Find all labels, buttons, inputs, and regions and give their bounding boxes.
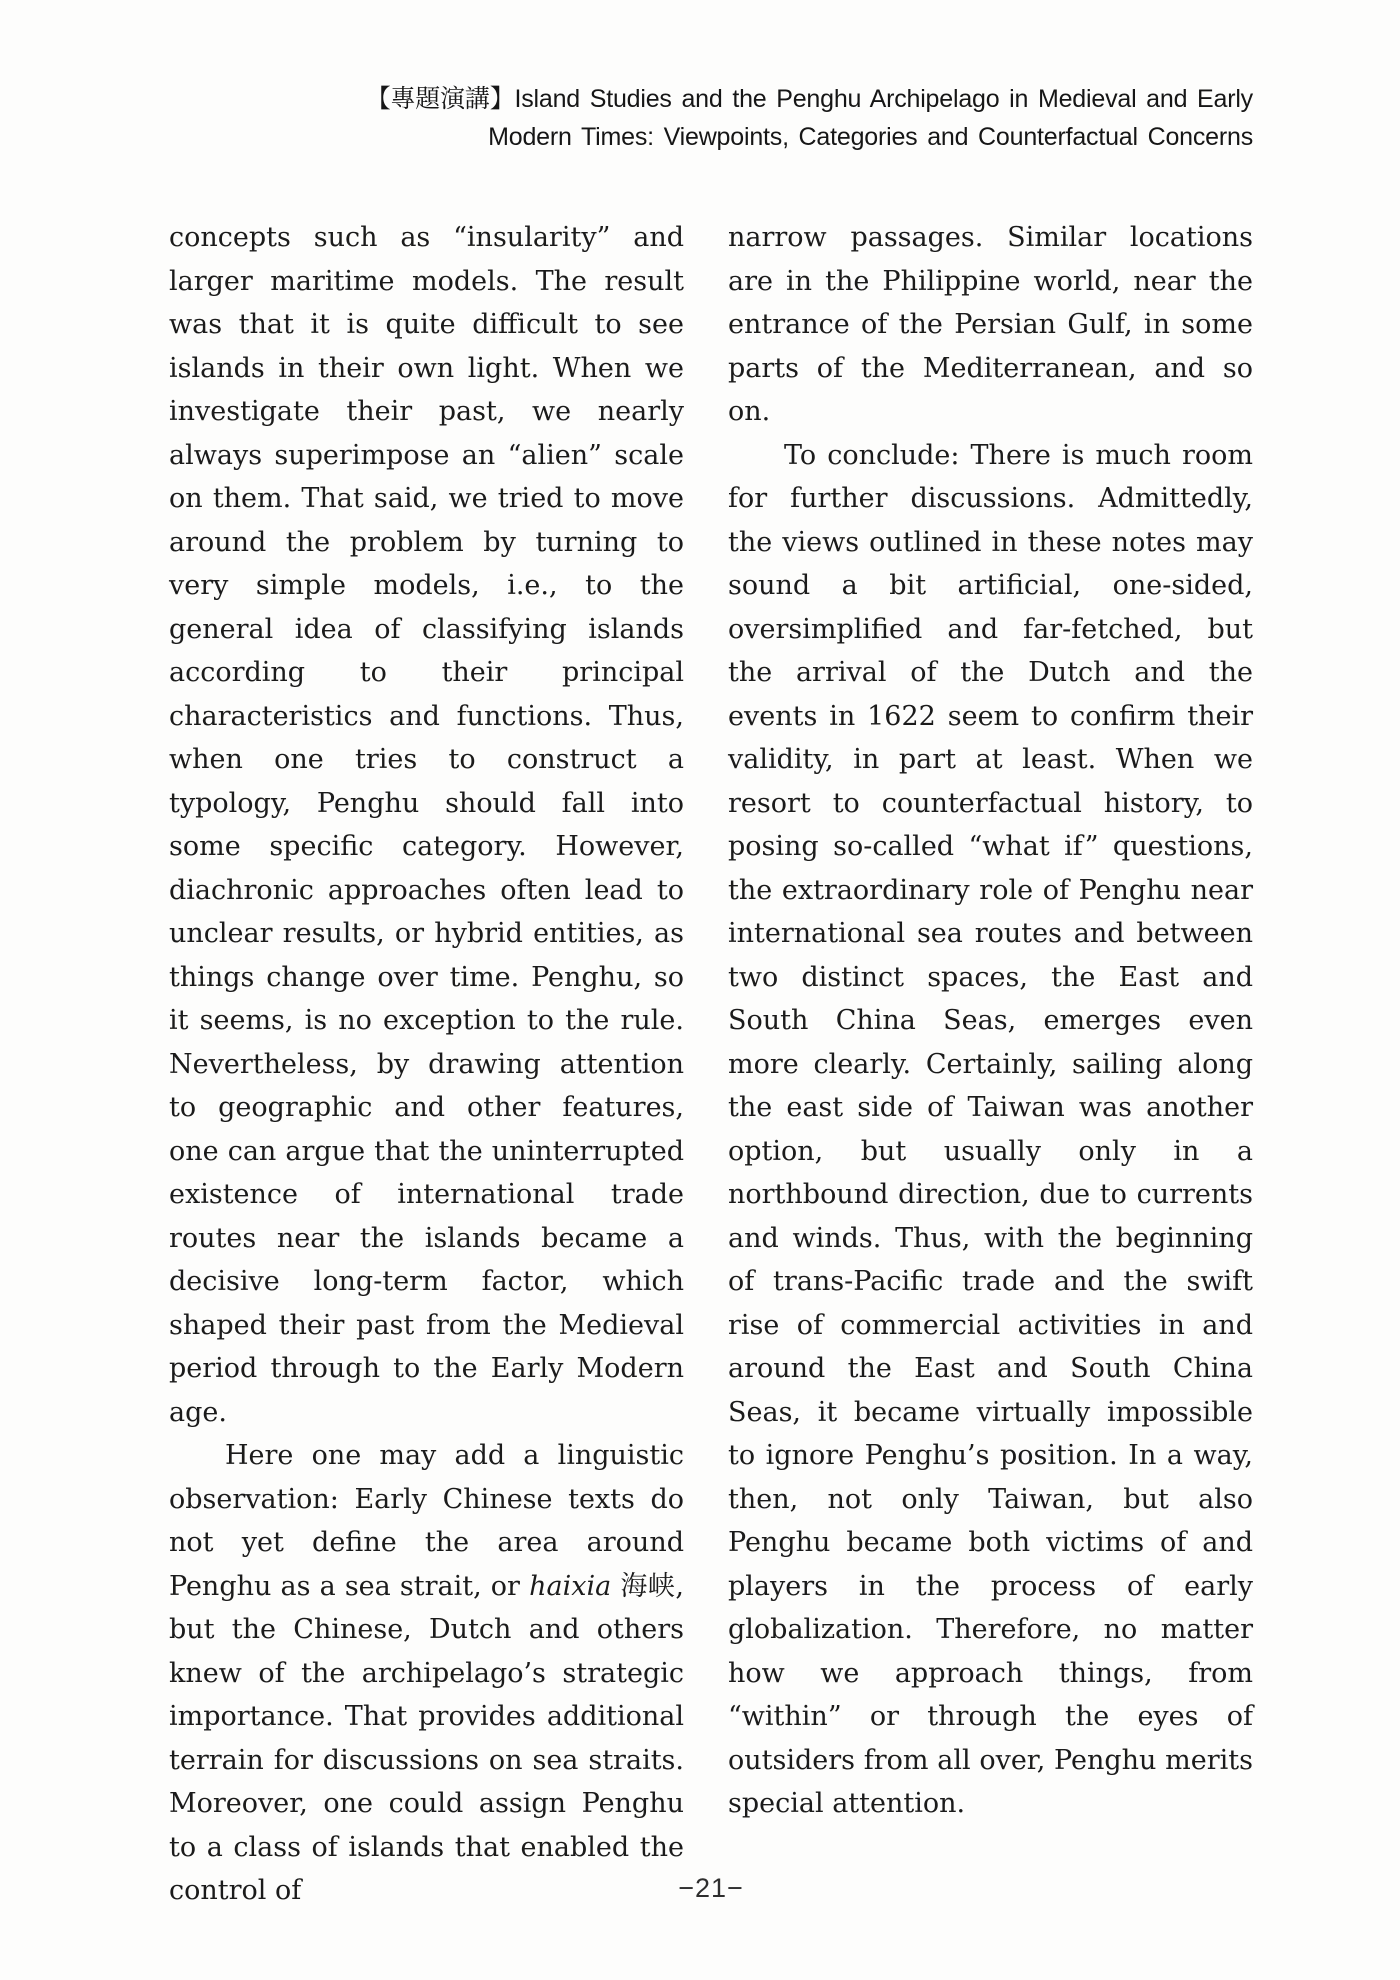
paragraph-narrow-passages: narrow passages. Similar locations are in the Philippine world, near the entrance of the Persian Gulf, in some parts of the Mediterranean, and so on. bbox=[728, 222, 1253, 427]
running-header-line-1: 【專題演講】Island Studies and the Penghu Archipelago in Medieval and Early bbox=[365, 85, 1253, 113]
text-column-left bbox=[169, 216, 684, 1913]
italic-term-haixia: haixia bbox=[529, 1570, 612, 1602]
two-column-text-block bbox=[169, 216, 1253, 1913]
paragraph-insularity-continuation: concepts such as “insularity” and larger maritime models. The result was that it is quite difficult to see islands in their own light. When we investigate their past, we nearly always superimpose an “alien” scale on them. That said, we tried to move around the problem by turning to very simple models, i.e., to the general idea of classifying islands according to their principal characteristics and functions. Thus, when one tries to construct a typology, Penghu should fall into some specific category. However, diachronic approaches often lead to unclear results, or hybrid entities, as things change over time. Penghu, so it seems, is no exception to the rule. Nevertheless, by drawing attention to geographic and other features, one can argue that the uninterrupted existence of international trade routes near the islands became a decisive long-term factor, which shaped their past from the Medieval period through to the Early Modern age. bbox=[169, 222, 684, 1428]
paragraph-conclusion: To conclude: There is much room for further discussions. Admittedly, the views outlined in these notes may sound a bit artificial, one-sided, oversimplified and far-fetched, but the arrival of the Dutch and the events in 1622 seem to confirm their validity, in part at least. When we resort to counterfactual history, to posing so-called “what if” questions, the extraordinary role of Penghu near international sea routes and between two distinct spaces, the East and South China Seas, emerges even more clearly. Certainly, sailing along the east side of Taiwan was another option, but usually only in a northbound direction, due to currents and winds. Thus, with the beginning of trans-Pacific trade and the swift rise of commercial activities in and around the East and South China Seas, it became virtually impossible to ignore Penghu’s position. In a way, then, not only Taiwan, but also Penghu became both victims of and players in the process of early globalization. Therefore, no matter how we approach things, from “within” or through the eyes of outsiders from all over, Penghu merits special attention. bbox=[728, 439, 1253, 1819]
paragraph-linguistic-observation bbox=[169, 1434, 684, 1913]
text-column-right bbox=[728, 216, 1253, 1913]
paragraph-linguistic-post: 海峡, but the Chinese, Dutch and others knew of the archipelago’s strategic importance. That provides additional terrain for discussions on sea straits. Moreover, one could assign Penghu to a class of islands that enabled the control of bbox=[169, 1570, 684, 1906]
page-content bbox=[169, 0, 1253, 1913]
paragraph-linguistic-pre: Here one may add a linguistic observation: Early Chinese texts do not yet define the area around Penghu as a sea strait, or bbox=[169, 1440, 684, 1602]
page-number: −21− bbox=[678, 1873, 744, 1903]
running-header-line-2: Modern Times: Viewpoints, Categories and Counterfactual Concerns bbox=[488, 123, 1253, 151]
running-header bbox=[169, 0, 1253, 156]
